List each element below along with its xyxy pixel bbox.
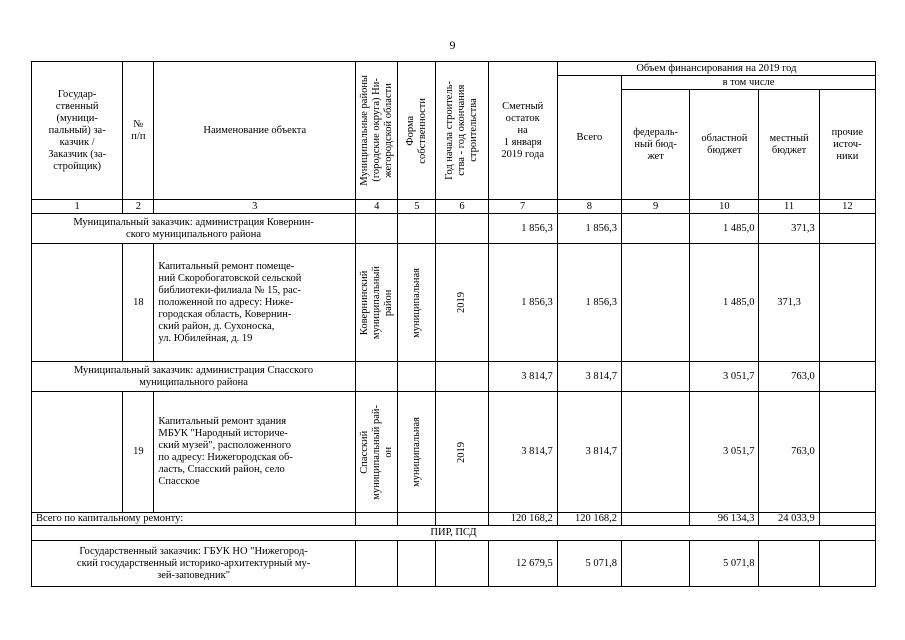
section-title: ПИР, ПСД <box>32 526 876 541</box>
district-cell: Ковернинский муниципальный район <box>358 265 394 340</box>
local-cell: 371,3 <box>759 214 819 244</box>
federal-cell <box>622 214 690 244</box>
column-number: 9 <box>622 200 690 214</box>
table-row <box>32 392 876 513</box>
estimate-balance-cell: 1 856,3 <box>488 214 557 244</box>
column-number: 4 <box>356 200 398 214</box>
column-number: 12 <box>819 200 875 214</box>
federal-cell <box>622 513 690 526</box>
federal-cell <box>622 362 690 392</box>
column-number: 7 <box>488 200 557 214</box>
header-other: прочие источ- ники <box>819 90 875 200</box>
local-cell: 763,0 <box>759 392 819 513</box>
total-cell: 1 856,3 <box>557 214 621 244</box>
total-cell: 3 814,7 <box>557 362 621 392</box>
ownership-cell: муниципальная <box>410 417 422 487</box>
row-number: 18 <box>123 244 154 362</box>
header-estimate-balance: Сметный остаток на 1 января 2019 года <box>488 62 557 200</box>
group-label: Муниципальный заказчик: администрация Ковернин- ского муниципального района <box>32 214 356 244</box>
header-regional: областной бюджет <box>690 90 759 200</box>
estimate-balance-cell: 120 168,2 <box>488 513 557 526</box>
years-cell: 2019 <box>455 292 467 313</box>
regional-cell: 3 051,7 <box>690 362 759 392</box>
column-number: 2 <box>123 200 154 214</box>
district-cell: Спасский муниципальный рай- он <box>358 404 394 500</box>
regional-cell: 5 071,8 <box>690 541 759 587</box>
column-number: 8 <box>557 200 621 214</box>
estimate-balance-cell: 3 814,7 <box>488 392 557 513</box>
local-cell: 763,0 <box>759 362 819 392</box>
estimate-balance-cell: 1 856,3 <box>488 244 557 362</box>
other-cell <box>819 513 875 526</box>
total-cell: 120 168,2 <box>557 513 621 526</box>
table-row <box>32 362 876 392</box>
column-number: 1 <box>32 200 123 214</box>
table-row <box>32 513 876 526</box>
group-label: Муниципальный заказчик: администрация Спасского муниципального района <box>32 362 356 392</box>
local-cell: 371,3 <box>759 244 819 362</box>
header-district: Муниципальные районы (городские округа) Ни- жегородской области <box>358 75 394 186</box>
header-federal: федераль- ный бюд- жет <box>622 90 690 200</box>
other-cell <box>819 214 875 244</box>
column-numbers-row <box>32 200 876 214</box>
header-num: № п/п <box>123 62 154 200</box>
estimate-balance-cell: 3 814,7 <box>488 362 557 392</box>
years-cell: 2019 <box>455 441 467 463</box>
regional-cell: 96 134,3 <box>690 513 759 526</box>
header-total: Всего <box>557 76 621 200</box>
federal-cell <box>622 541 690 587</box>
group-label: Государственный заказчик: ГБУК НО "Нижегород- ский государственный историко-архитектурный му- зей-заповедник" <box>32 541 356 587</box>
total-cell: 1 856,3 <box>557 244 621 362</box>
federal-cell <box>622 244 690 362</box>
row-number: 19 <box>123 392 154 513</box>
column-number: 6 <box>436 200 488 214</box>
column-number: 3 <box>154 200 356 214</box>
total-label: Всего по капитальному ремонту: <box>32 513 356 526</box>
local-cell <box>759 541 819 587</box>
table-row <box>32 541 876 587</box>
total-cell: 5 071,8 <box>557 541 621 587</box>
column-number: 10 <box>690 200 759 214</box>
column-number: 11 <box>759 200 819 214</box>
financing-table <box>31 61 876 587</box>
other-cell <box>819 392 875 513</box>
table-row <box>32 214 876 244</box>
regional-cell: 1 485,0 <box>690 244 759 362</box>
other-cell <box>819 541 875 587</box>
header-ownership: Форма собственности <box>404 97 428 164</box>
header-local: местный бюджет <box>759 90 819 200</box>
regional-cell: 1 485,0 <box>690 214 759 244</box>
column-number: 5 <box>398 200 436 214</box>
other-cell <box>819 244 875 362</box>
other-cell <box>819 362 875 392</box>
table-row <box>32 244 876 362</box>
header-including: в том числе <box>622 76 876 90</box>
object-name-cell: Капитальный ремонт здания МБУК "Народный историче- ский музей", расположенного по адресу: Нижегородская об- ласть, Спасский район, село Спасское <box>154 392 356 513</box>
header-funding-group: Объем финансирования на 2019 год <box>557 62 875 76</box>
regional-cell: 3 051,7 <box>690 392 759 513</box>
page-number: 9 <box>449 38 456 52</box>
header-years: Год начала строитель- ства - год окончания строительства <box>443 81 479 180</box>
federal-cell <box>622 392 690 513</box>
total-cell: 3 814,7 <box>557 392 621 513</box>
ownership-cell: муниципальная <box>410 267 422 338</box>
estimate-balance-cell: 12 679,5 <box>488 541 557 587</box>
header-customer: Государ- ственный (муници- пальный) за- казчик / Заказчик (за- стройщик) <box>32 62 123 200</box>
table-row <box>32 526 876 541</box>
local-cell: 24 033,9 <box>759 513 819 526</box>
object-name-cell: Капитальный ремонт помеще- ний Скоробогатовской сельской библиотеки-филиала № 15, рас- положенной по адресу: Ниже- городская область, Ковернин- ский район, д. Сухоноска, ул. Юбилейная, д. 19 <box>154 244 356 362</box>
header-object-name: Наименование объекта <box>154 62 356 200</box>
